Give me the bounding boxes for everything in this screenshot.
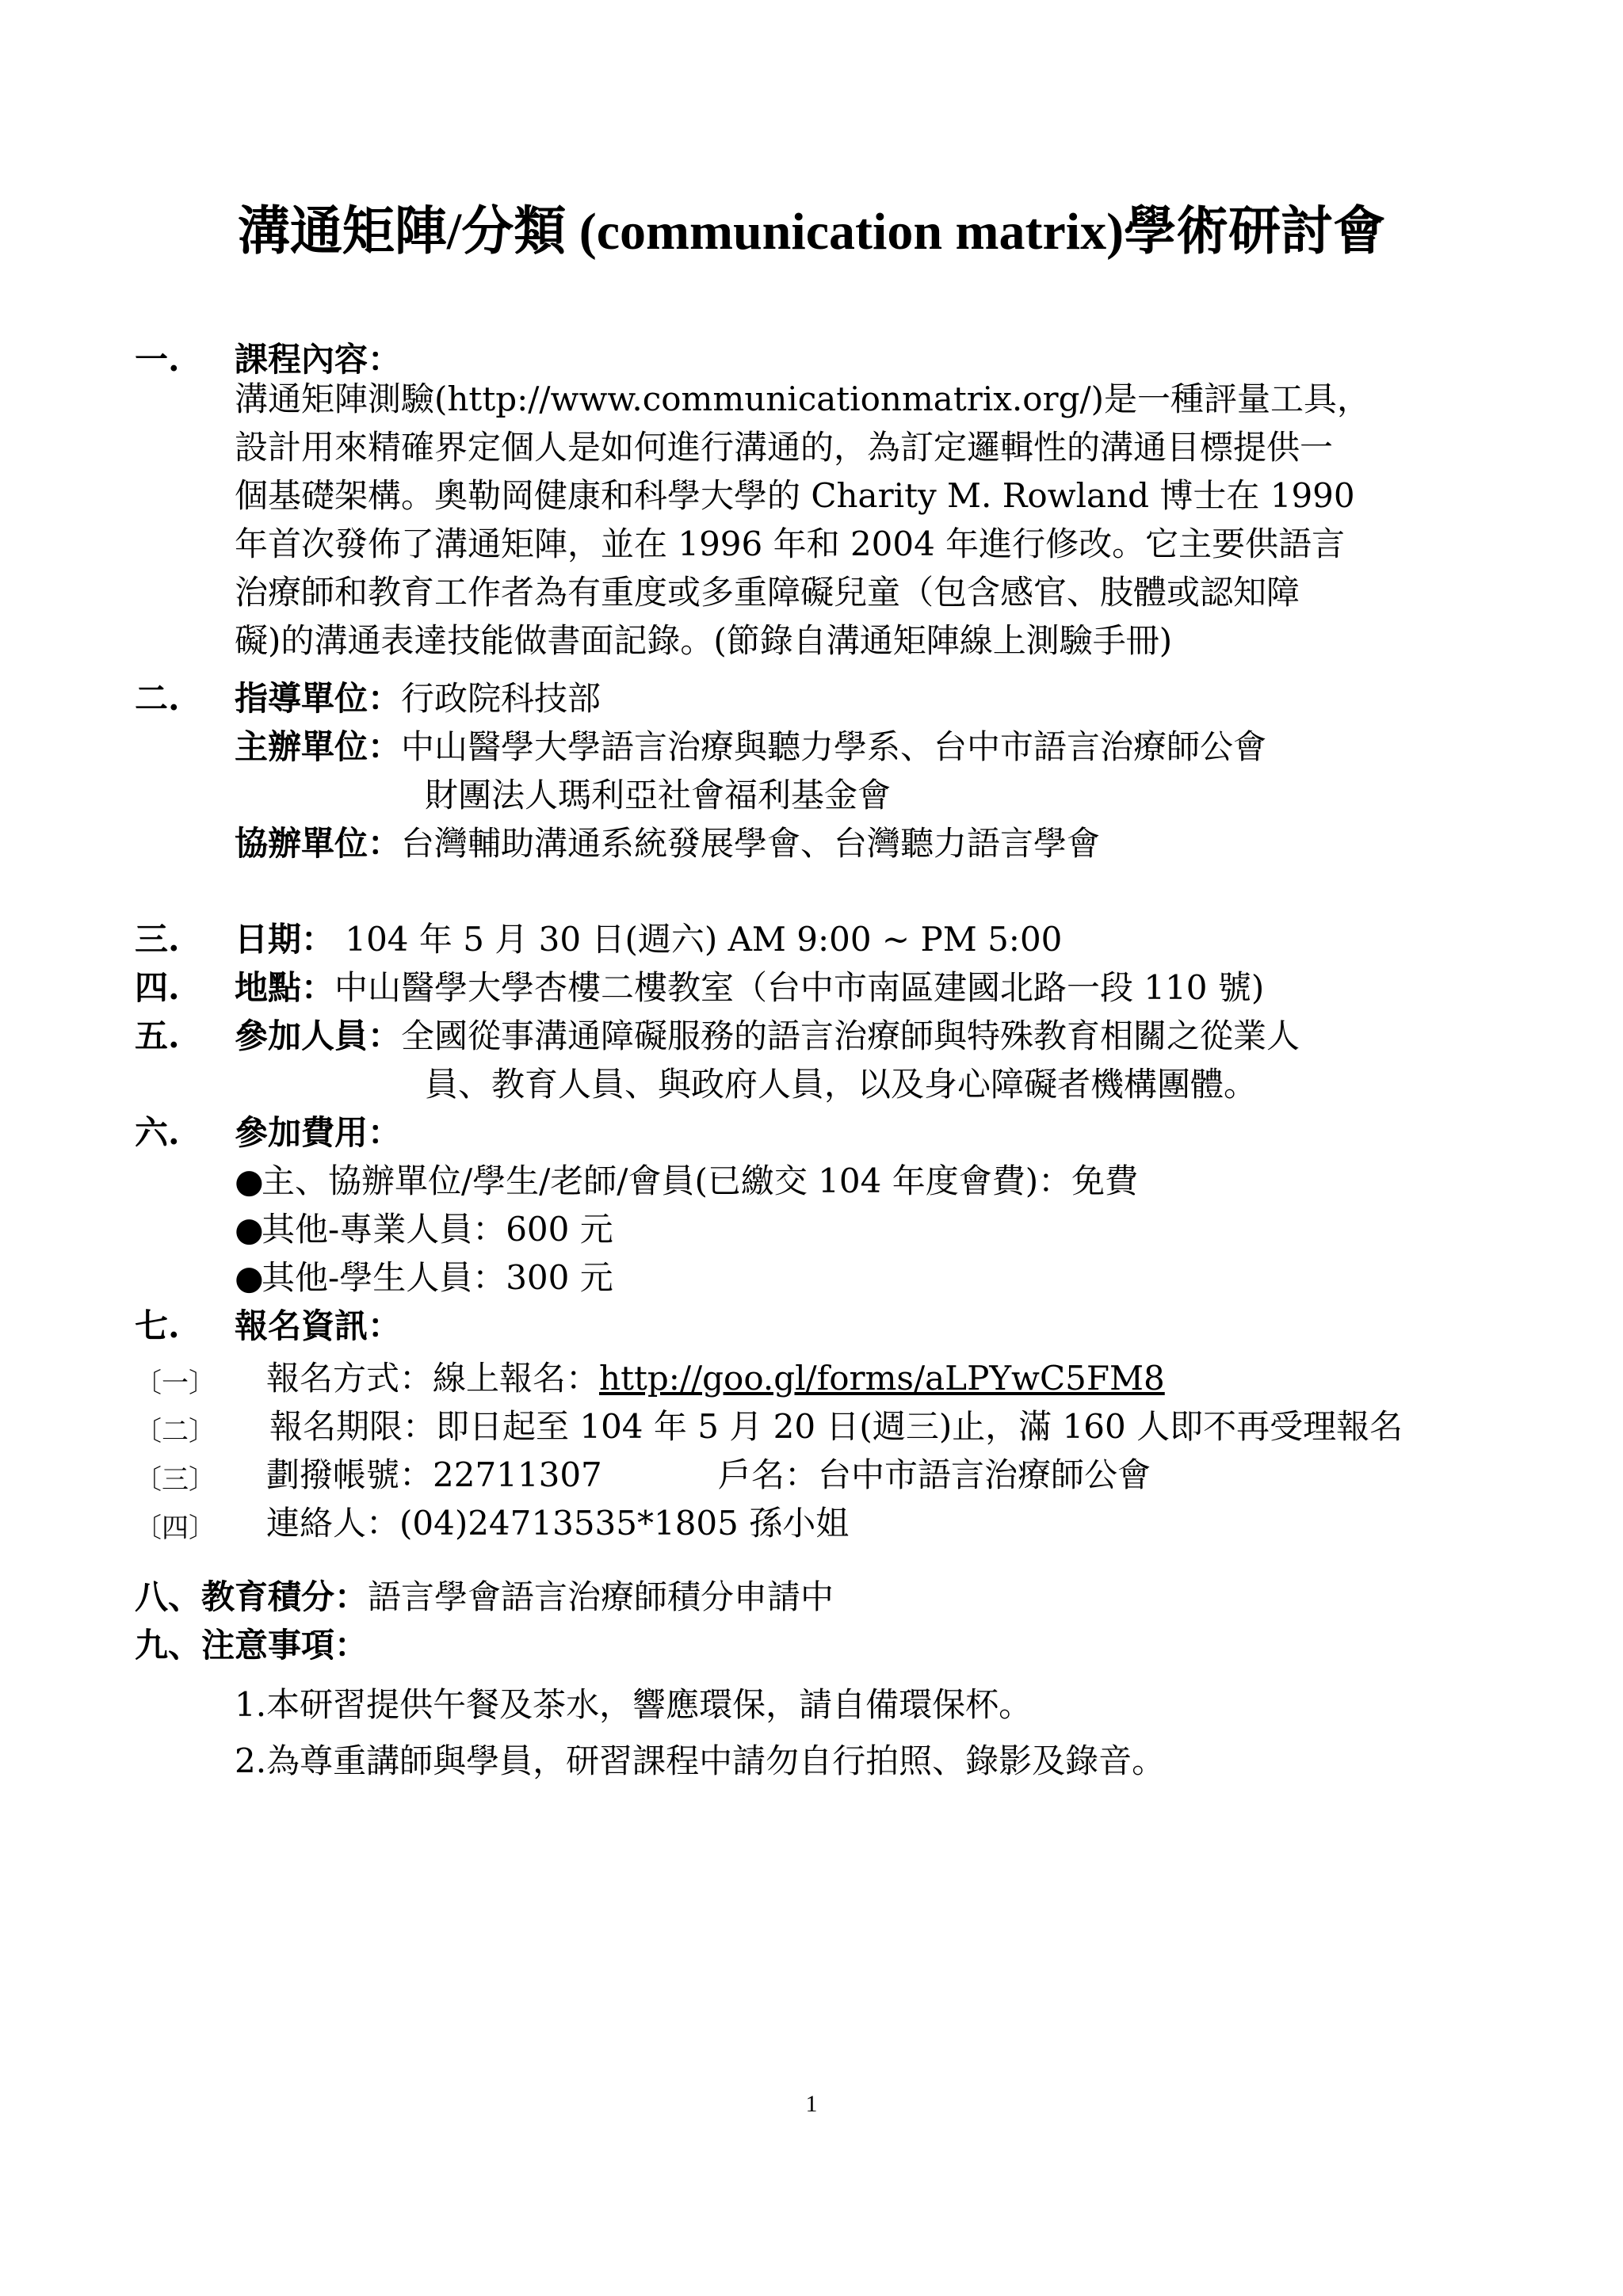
participants-value: 全國從事溝通障礙服務的語言治療師與特殊教育相關之從業人 [401,1016,1300,1055]
host-unit-value-2: 財團法人瑪利亞社會福利基金會 [425,776,892,814]
date-label: 日期： [235,920,335,959]
fee-item [235,1159,1138,1203]
location-row [235,966,1264,1010]
co-unit-row [235,822,1100,866]
host-unit-label: 主辦單位： [235,727,402,766]
notes-item: 1.本研習提供午餐及茶水，響應環保，請自備環保杯。 [235,1685,1033,1724]
section-1-heading: 課程內容： [235,340,402,379]
participants-row [235,1014,1300,1058]
section-5-number: 五. [135,1016,180,1055]
bullet-icon: ● [235,1161,264,1200]
guide-unit-row [235,677,601,721]
host-unit-row [235,725,1266,769]
notes-item: 2.為尊重講師與學員，研習課程中請勿自行拍照、錄影及錄音。 [235,1741,1166,1780]
reg-item-2-mark: 〔二〕 [135,1416,216,1447]
fee-item-text: 主、協辦單位/學生/老師/會員(已繳交 104 年度會費)：免費 [262,1161,1139,1200]
paragraph-line: 治療師和教育工作者為有重度或多重障礙兒童（包含感官、肢體或認知障 [235,573,1300,612]
date-value: 104 年 5 月 30 日(週六) AM 9:00 ~ PM 5:00 [334,920,1063,959]
credit-row [135,1575,834,1619]
section-4-number: 四. [135,968,180,1007]
paragraph-line: 年首次發佈了溝通矩陣，並在 1996 年和 2004 年進行修改。它主要供語言 [235,524,1346,563]
participants-value-2: 員、教育人員、與政府人員，以及身心障礙者機構團體。 [425,1065,1258,1104]
guide-unit-label: 指導單位： [235,679,402,718]
fee-item-text: 其他-專業人員：600 元 [262,1210,613,1249]
paragraph-line: 溝通矩陣測驗(http://www.communicationmatrix.org/)是一種評量工具， [235,379,1371,418]
section-3-number: 三. [135,920,180,959]
reg-item-1 [266,1356,1165,1401]
credit-value: 語言學會語言治療師積分申請中 [368,1577,834,1616]
section-7-number: 七. [135,1306,180,1345]
paragraph-line: 礙)的溝通表達技能做書面記錄。(節錄自溝通矩陣線上測驗手冊) [235,621,1173,660]
notes-label: 九、注意事項： [135,1626,369,1665]
location-value: 中山醫學大學杏樓二樓教室（台中市南區建國北路一段 110 號) [334,968,1265,1007]
reg-account-name: 戶名：台中市語言治療師公會 [718,1455,1151,1494]
fee-item-text: 其他-學生人員：300 元 [262,1258,613,1297]
registration-label: 報名資訊： [235,1306,402,1345]
reg-deadline-text: 報名期限：即日起至 104 年 5 月 20 日(週三)止，滿 160 人即不再受理報名 [269,1407,1403,1446]
bullet-icon: ● [235,1210,264,1249]
fee-item [235,1256,613,1300]
date-row [235,917,1062,962]
reg-item-4-mark: 〔四〕 [135,1512,216,1544]
section-6-number: 六. [135,1113,180,1152]
registration-link[interactable]: http://goo.gl/forms/aLPYwC5FM8 [599,1359,1165,1398]
reg-account-text: 劃撥帳號：22711307 [266,1455,602,1494]
fee-label: 參加費用： [235,1113,402,1152]
section-2-number: 二. [135,679,180,718]
host-unit-value: 中山醫學大學語言治療與聽力學系、台中市語言治療師公會 [401,727,1267,766]
document-title: 溝通矩陣/分類 (communication matrix)學術研討會 [237,203,1386,261]
section-1-number: 一. [135,340,180,379]
credit-label: 八、教育積分： [135,1577,369,1616]
section-1-paragraph [235,375,1510,665]
co-unit-label: 協辦單位： [235,824,402,863]
paragraph-line: 個基礎架構。奧勒岡健康和科學大學的 Charity M. Rowland 博士在 1990 [235,476,1355,515]
reg-item-3-mark: 〔三〕 [135,1464,216,1496]
co-unit-value: 台灣輔助溝通系統發展學會、台灣聽力語言學會 [401,824,1101,863]
paragraph-line: 設計用來精確界定個人是如何進行溝通的，為訂定邏輯性的溝通目標提供一 [235,428,1334,467]
reg-item-1-mark: 〔一〕 [135,1367,216,1399]
participants-label: 參加人員： [235,1016,402,1055]
location-label: 地點： [235,968,335,1007]
reg-method-text: 報名方式：線上報名： [266,1359,600,1398]
bullet-icon: ● [235,1258,264,1297]
reg-contact-text: 連絡人：(04)24713535*1805 孫小姐 [266,1504,850,1543]
fee-item [235,1207,613,1252]
guide-unit-value: 行政院科技部 [401,679,601,718]
page-number: 1 [805,2091,818,2117]
